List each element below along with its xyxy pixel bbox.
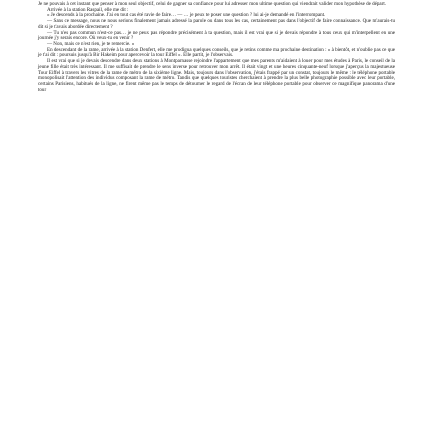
paragraph-6: — Non, mais ce n'est rien, je te remercie. » <box>47 41 135 48</box>
paragraph-4: — Sans ce message, nous ne nous serions finalement jamais adressé la parole ou dans tous les cas, certainement pas dans l'objectif de faire connaissance. Que m'aurais-tu dit si je t'avais abordée directement ? <box>38 18 395 30</box>
paragraph-1: Je ne pouvais à cet instant que penser à mon seul objectif, celui de gagner sa confiance pour lui adresser mon ultime question qui viendrait valider mon hypothèse de départ. <box>38 1 386 7</box>
paragraph-2: Arrivée à la station Raspail, elle me dit : <box>47 6 129 13</box>
paragraph-5: — Tu n'es pas commun n'est-ce pas… je ne peux pas répondre précisément à ta question, mais il est vrai que si je devais répondre à tous ceux qui m'interpellent en une journée j'y serais encore. Où veux-tu en venir ? <box>38 29 395 42</box>
paragraph-8: Il est vrai que si je devais descendre dans deux stations à Montparnasse rejoindre l'appartement que mes parents m'aidaient à louer pour mes études à Paris, le conseil de la jeune fille était très intéressant. Il me suffisait de prendre le sens inverse pour retrouver mon arrêt. Il était vingt et une heures cinquante-neuf lorsque j'aperçus la majestueuse Tour Eiffel à travers les vitres de la rame de métro de la sixième ligne. Mais, toujours dans l'observation, j'étais frappé par un constat, toujours le même : le téléphone portable monopolisait l'attention des individus composant la rame de métro. Tandis que quelques touristes cherchaient à prendre la plus belle photographie possible avec leur portable, certains Parisiens, habitués de la ligne, ne firent même pas le temps de détourner le regard de l'écran de leur téléphone portable pour observer ce magnifique panorama d'une tour <box>38 58 395 93</box>
paragraph-7: En descendant de la rame, arrivée à la station Denfert, elle me prodigua quelques conseils, que je retins comme ma prochaine destination : « à bientôt, et n'oublie pas ce que je t'ai dit : poursuis jusqu'à Bir Hakeim pour apercevoir la tour Eiffel ». Elle partit, je l'observais. <box>38 46 395 59</box>
paragraph-3: « Je descends à la prochaine. J'ai en tout cas été ravie de faire… — … je peux te poser une question ? lui ai-je demandé en l'interrompant. <box>47 12 326 19</box>
